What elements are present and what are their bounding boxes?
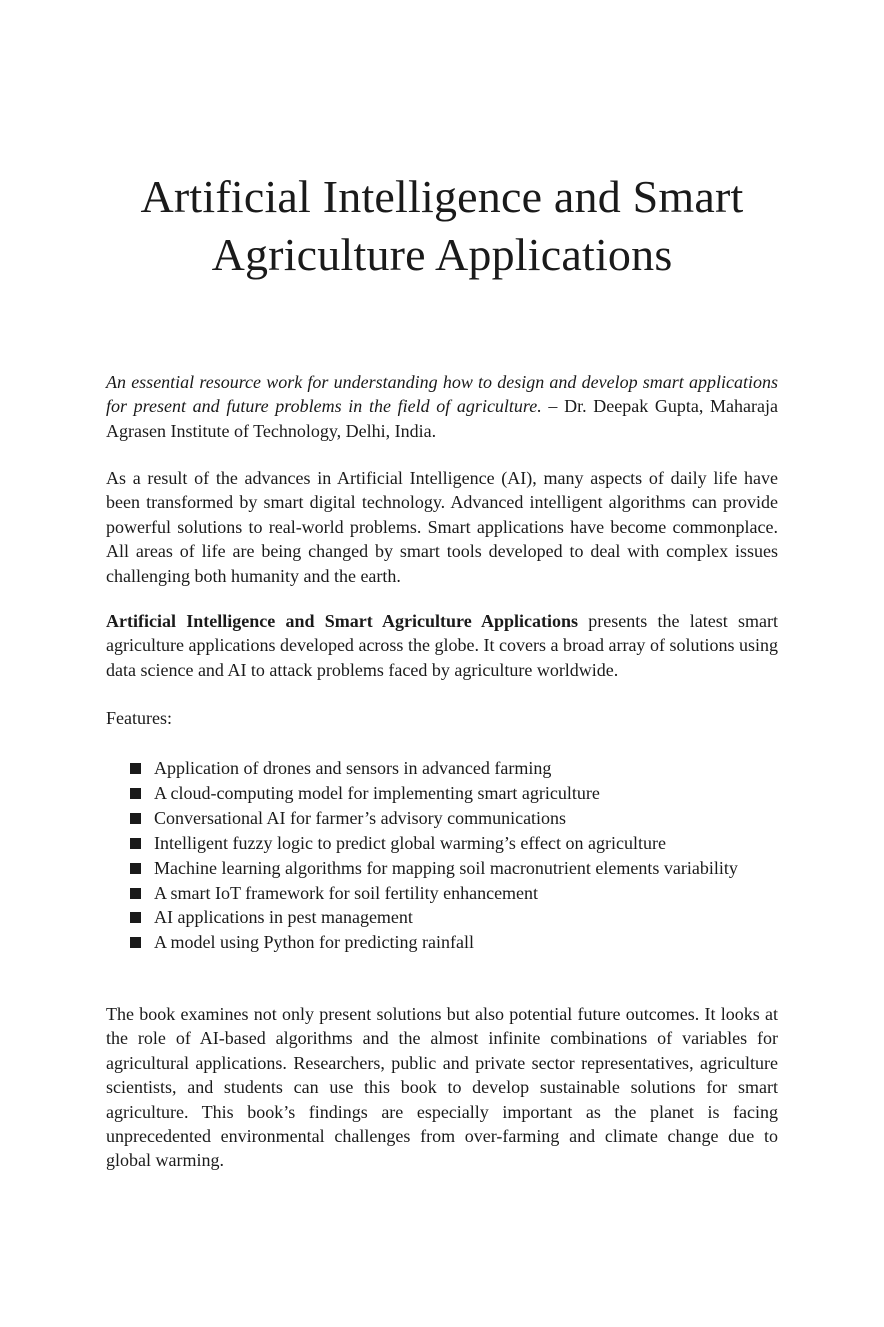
feature-item xyxy=(130,806,778,831)
feature-item xyxy=(130,781,778,806)
feature-item xyxy=(130,856,778,881)
square-bullet-icon xyxy=(130,863,141,874)
page-title xyxy=(0,168,884,284)
square-bullet-icon xyxy=(130,937,141,948)
feature-item xyxy=(130,756,778,781)
features-label-block xyxy=(106,706,778,730)
feature-text: Intelligent fuzzy logic to predict global warming’s effect on agriculture xyxy=(154,832,666,853)
endorsement-attribution: – Dr. Deepak Gupta, Maharaja Agrasen Institute of Technology, Delhi, India. xyxy=(106,396,778,441)
endorsement-paragraph xyxy=(106,370,778,443)
book-title: Artificial Intelligence and Smart Agriculture Applications xyxy=(106,611,578,631)
book-description-text: presents the latest smart agriculture applications developed across the globe. It covers a broad array of solutions using data science and AI to attack problems faced by agriculture worldwide. xyxy=(106,611,778,680)
square-bullet-icon xyxy=(130,912,141,923)
closing-block xyxy=(106,1002,778,1173)
title-line-1: Artificial Intelligence and Smart xyxy=(140,171,744,222)
square-bullet-icon xyxy=(130,813,141,824)
book-description-paragraph xyxy=(106,609,778,682)
title-line-2: Agriculture Applications xyxy=(211,229,673,280)
intro-paragraph: As a result of the advances in Artificial Intelligence (AI), many aspects of daily life have been transformed by smart digital technology. Advanced intelligent algorithms can provide powerful solutions to real-world problems. Smart applications have become commonplace. All areas of life are being changed by smart tools developed to deal with complex issues challenging both humanity and the earth. xyxy=(106,468,778,586)
feature-text: A smart IoT framework for soil fertility enhancement xyxy=(154,882,539,903)
closing-paragraph: The book examines not only present solutions but also potential future outcomes. It looks at the role of AI-based algorithms and the almost infinite combinations of variables for agricultural applications. Researchers, public and private sector representatives, agriculture scientists, and students can use this book to develop sustainable solutions for smart agriculture. This book’s findings are especially important as the planet is facing unprecedented environmental challenges from over-farming and climate change due to global warming. xyxy=(106,1004,778,1171)
feature-text: Machine learning algorithms for mapping soil macronutrient elements variability xyxy=(154,857,738,878)
square-bullet-icon xyxy=(130,838,141,849)
feature-text: Conversational AI for farmer’s advisory communications xyxy=(154,807,567,828)
feature-text: AI applications in pest management xyxy=(154,907,413,928)
endorsement-block xyxy=(106,370,778,443)
feature-text: A model using Python for predicting rainfall xyxy=(154,932,474,953)
feature-item xyxy=(130,930,778,955)
square-bullet-icon xyxy=(130,888,141,899)
endorsement-quote: An essential resource work for understanding how to design and develop smart applications for present and future problems in the field of agriculture. xyxy=(106,372,778,417)
feature-text: Application of drones and sensors in advanced farming xyxy=(154,758,552,778)
features-label: Features: xyxy=(106,708,172,728)
book-description-block xyxy=(106,609,778,682)
feature-item xyxy=(130,831,778,856)
square-bullet-icon xyxy=(130,788,141,799)
feature-item xyxy=(130,905,778,930)
square-bullet-icon xyxy=(130,763,141,774)
feature-item xyxy=(130,881,778,906)
intro-block xyxy=(106,466,778,588)
features-list xyxy=(130,756,778,955)
feature-text: A cloud-computing model for implementing smart agriculture xyxy=(154,782,600,803)
